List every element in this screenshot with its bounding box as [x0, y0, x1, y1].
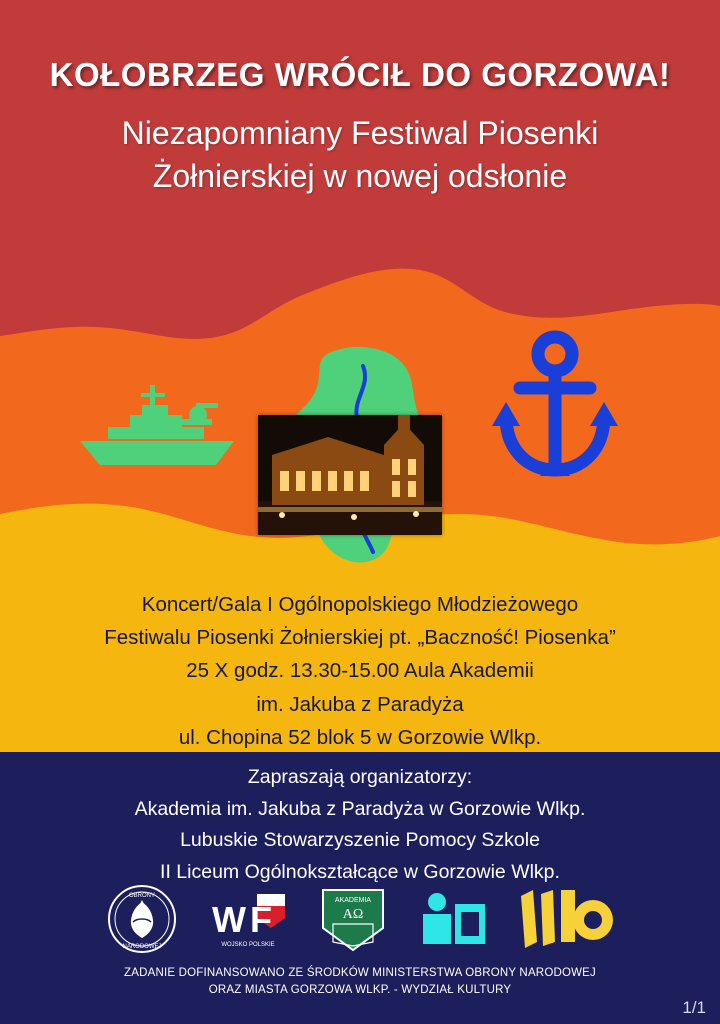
funding-footer: [0, 965, 720, 998]
organizers-line: Lubuskie Stowarzyszenie Pomocy Szkole: [180, 829, 540, 852]
organizers-line: II Liceum Ogólnokształcące w Gorzowie Wlkp.: [160, 860, 560, 883]
svg-text:OBRONY: OBRONY: [128, 893, 156, 899]
graphics-row: [0, 330, 720, 570]
sponsor-logos: [0, 880, 720, 958]
event-info-line: Koncert/Gala I Ogólnopolskiego Młodzieżowego: [141, 593, 579, 616]
logo-mon: [105, 884, 179, 954]
event-info-line: Festiwalu Piosenki Żołnierskiej pt. „Baczność! Piosenka”: [104, 626, 616, 650]
logo-lsps: [415, 884, 491, 954]
svg-text:F: F: [250, 899, 272, 940]
event-info-line: ul. Chopina 52 blok 5 w Gorzowie Wlkp.: [178, 725, 542, 749]
logo-wf: [205, 884, 291, 954]
building-photo: [258, 415, 442, 535]
svg-text:ΑΩ: ΑΩ: [342, 907, 364, 922]
svg-text:W: W: [212, 899, 246, 940]
funding-footer-line: ZADANIE DOFINANSOWANO ZE ŚRODKÓW MINISTERSTWA OBRONY NARODOWEJ: [123, 967, 596, 979]
poster-headline: KOŁOBRZEG WRÓCIŁ DO GORZOWA!: [49, 56, 671, 93]
poster-subhead-line-1: Niezapomniany Festiwal Piosenki: [121, 114, 599, 151]
organizers-line: Zapraszają organizatorzy:: [247, 766, 473, 788]
organizers-block: [0, 762, 720, 888]
event-info-line: im. Jakuba z Paradyża: [256, 692, 464, 716]
anchor-icon: [490, 330, 620, 490]
logo-akademia: [317, 884, 389, 954]
title-block: [0, 56, 720, 198]
organizers-line: Akademia im. Jakuba z Paradyża w Gorzowie Wlkp.: [134, 797, 586, 820]
event-info-block: [0, 588, 720, 754]
page-indicator: 1/1: [682, 998, 706, 1017]
svg-text:NARODOWEJ: NARODOWEJ: [122, 944, 162, 950]
poster-subhead-line-2: Żołnierskiej w nowej odsłonie: [152, 158, 568, 195]
event-info-line: 25 X godz. 13.30-15.00 Aula Akademii: [186, 659, 534, 683]
logo-ii-lo: [517, 884, 615, 954]
warship-icon: [78, 375, 238, 475]
svg-text:WOJSKO POLSKIE: WOJSKO POLSKIE: [221, 942, 275, 948]
funding-footer-line: ORAZ MIASTA GORZOWA WLKP. - WYDZIAŁ KULTURY: [208, 983, 512, 996]
svg-text:AKADEMIA: AKADEMIA: [334, 897, 372, 904]
